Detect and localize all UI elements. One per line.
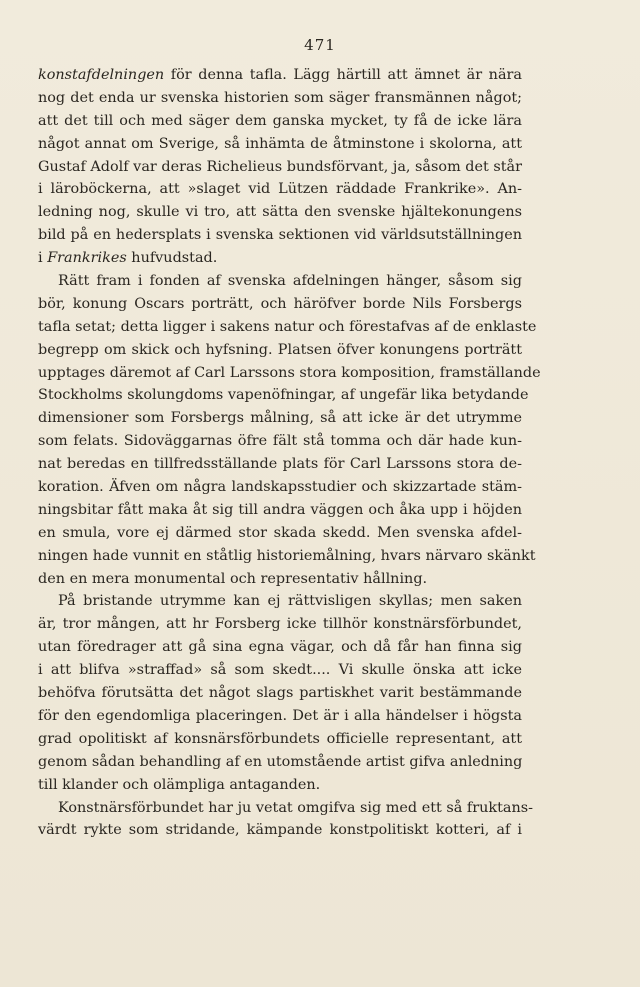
line-text: är, tror mången, att hr Forsberg icke tillhör konstnärsförbundet, bbox=[38, 616, 522, 633]
text-line bbox=[38, 636, 522, 659]
text-line bbox=[38, 64, 522, 87]
line-text: koration. Äfven om några landskapsstudier och skizzartade stäm- bbox=[38, 479, 522, 496]
line-text: till klander och olämpliga antaganden. bbox=[38, 776, 321, 793]
text-line bbox=[38, 362, 541, 385]
text-line bbox=[38, 384, 529, 407]
text-line bbox=[38, 178, 522, 201]
line-text: behöfva förutsätta det något slags partiskhet varit bestämmande bbox=[38, 685, 522, 702]
text-line bbox=[38, 659, 522, 682]
text-line bbox=[38, 613, 522, 636]
text-line bbox=[38, 247, 522, 270]
text-line bbox=[38, 87, 522, 110]
text-line bbox=[38, 728, 522, 751]
text-line bbox=[38, 499, 522, 522]
text-line bbox=[38, 476, 522, 499]
text-line bbox=[38, 224, 522, 247]
text-line bbox=[38, 339, 522, 362]
line-text: ningen hade vunnit en ståtlig historiemålning, hvars närvaro skänkt bbox=[38, 547, 536, 564]
line-text: grad opolitiskt af konsnärsförbundets officielle representant, att bbox=[38, 730, 522, 747]
line-text: ningsbitar fått maka åt sig till andra väggen och åka upp i höjden bbox=[38, 501, 522, 518]
text-line bbox=[38, 156, 522, 179]
line-text: för denna tafla. Lägg härtill att ämnet är nära bbox=[164, 67, 522, 83]
line-text: värdt rykte som stridande, kämpande konstpolitiskt kotteri, af i bbox=[38, 822, 522, 839]
line-text: som felats. Sidoväggarnas öfre fält stå tomma och där hade kun- bbox=[38, 433, 522, 450]
line-text: bild på en hedersplats i svenska sektionen vid världsutställningen bbox=[38, 227, 522, 244]
text-line bbox=[38, 430, 522, 453]
text-line bbox=[38, 270, 522, 293]
line-text: bör, konung Oscars porträtt, och häröfver borde Nils Forsbergs bbox=[38, 295, 522, 312]
line-text: för den egendomliga placeringen. Det är i alla händelser i högsta bbox=[38, 707, 522, 724]
line-text: ledning nog, skulle vi tro, att sätta den svenske hjältekonungens bbox=[38, 204, 522, 221]
line-text: Rätt fram i fonden af svenska afdelningen hänger, såsom sig bbox=[58, 273, 522, 290]
line-text: i läroböckerna, att »slaget vid Lützen räddade Frankrike». An- bbox=[38, 181, 522, 198]
text-line bbox=[38, 705, 522, 728]
text-line bbox=[38, 819, 522, 842]
text-line bbox=[38, 774, 522, 797]
italic-text: Frankrikes bbox=[47, 250, 127, 267]
text-line bbox=[38, 797, 533, 820]
line-text: dimensioner som Forsbergs målning, så att icke är det utrymme bbox=[38, 410, 522, 427]
text-line bbox=[38, 751, 522, 774]
line-text: i att blifva »straffad» så som skedt.... Vi skulle önska att icke bbox=[38, 662, 522, 679]
text-line bbox=[38, 682, 522, 705]
line-text: hufvudstad. bbox=[126, 250, 218, 267]
line-text: Stockholms skolungdoms vapenöfningar, af ungefär lika betydande bbox=[38, 387, 529, 404]
text-line bbox=[38, 545, 536, 568]
line-text: nog det enda ur svenska historien som säger fransmännen något; bbox=[38, 89, 522, 106]
text-line bbox=[38, 407, 522, 430]
line-prefix: i bbox=[38, 250, 48, 267]
line-text: en smula, vore ej därmed stor skada skedd. Men svenska afdel- bbox=[38, 524, 522, 541]
line-text: upptages däremot af Carl Larssons stora komposition, framställande bbox=[38, 364, 541, 381]
line-text: genom sådan behandling af en utomstående artist gifva anledning bbox=[38, 753, 523, 770]
text-line bbox=[38, 293, 522, 316]
text-line bbox=[38, 590, 522, 613]
line-text: På bristande utrymme kan ej rättvisligen skyllas; men saken bbox=[58, 593, 522, 610]
line-text: begrepp om skick och hyfsning. Platsen öfver konungens porträtt bbox=[38, 341, 522, 358]
line-text: något annat om Sverige, så inhämta de åtminstone i skolorna, att bbox=[38, 135, 522, 152]
text-line bbox=[38, 110, 522, 133]
text-line bbox=[38, 316, 537, 339]
line-text: tafla setat; detta ligger i sakens natur och förestafvas af de enklaste bbox=[38, 318, 537, 335]
text-line bbox=[38, 133, 522, 156]
text-line bbox=[38, 201, 522, 224]
line-text: att det till och med säger dem ganska mycket, ty få de icke lära bbox=[38, 112, 522, 129]
text-line bbox=[38, 568, 522, 591]
line-text: utan föredrager att gå sina egna vägar, och då får han finna sig bbox=[38, 639, 522, 656]
line-text: nat beredas en tillfredsställande plats för Carl Larssons stora de- bbox=[38, 456, 522, 473]
body-text bbox=[38, 64, 541, 842]
line-text: Gustaf Adolf var deras Richelieus bundsförvant, ja, såsom det står bbox=[38, 158, 522, 175]
text-line bbox=[38, 522, 522, 545]
text-line bbox=[38, 453, 522, 476]
line-text: Konstnärsförbundet har ju vetat omgifva sig med ett så fruktans- bbox=[58, 799, 533, 816]
line-text: den en mera monumental och representativ hållning. bbox=[38, 570, 428, 587]
page-number: 471 bbox=[304, 36, 336, 54]
italic-text: konstafdelningen bbox=[38, 67, 165, 83]
